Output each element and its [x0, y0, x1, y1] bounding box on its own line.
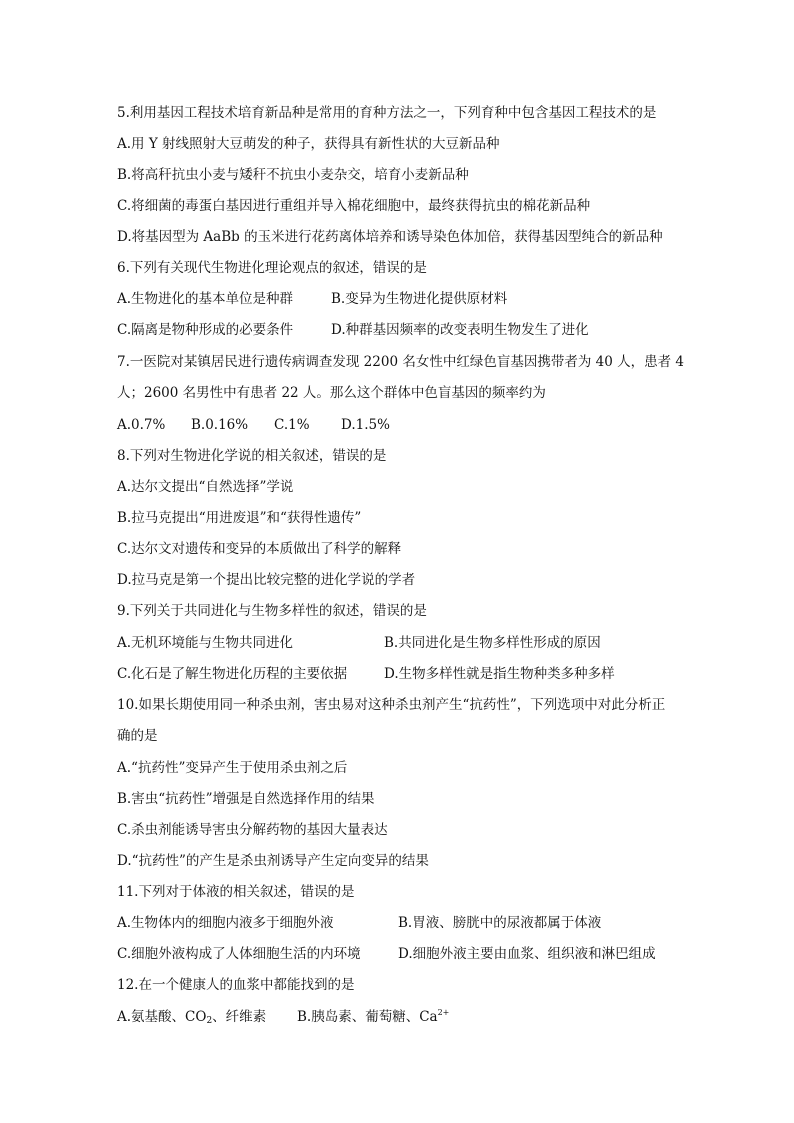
question-10-option-b: B.害虫“抗药性”增强是自然选择作用的结果 — [117, 791, 375, 807]
question-12-option-b-text: B.胰岛素、葡萄糖、Ca — [297, 1009, 438, 1025]
question-11-option-c: C.细胞外液构成了人体细胞生活的内环境 — [117, 946, 361, 962]
question-12-option-a-text-end: 、纤维素 — [212, 1009, 267, 1025]
question-10-stem-line-1: 10.如果长期使用同一种杀虫剂，害虫易对这种杀虫剂产生“抗药性”，下列选项中对此分析正 — [117, 697, 666, 713]
question-7-option-b: B.0.16% — [191, 417, 249, 433]
question-10-option-d: D.“抗药性”的产生是杀虫剂诱导产生定向变异的结果 — [117, 853, 429, 869]
question-12-stem: 12.在一个健康人的血浆中都能找到的是 — [117, 977, 355, 993]
question-6-option-b: B.变异为生物进化提供原材料 — [331, 291, 508, 307]
question-6-option-c: C.隔离是物种形成的必要条件 — [117, 322, 294, 338]
question-8-option-b: B.拉马克提出“用进废退”和“获得性遗传” — [117, 510, 362, 526]
question-12-option-a-subscript: 2 — [206, 1016, 213, 1026]
question-6-stem: 6.下列有关现代生物进化理论观点的叙述，错误的是 — [117, 260, 427, 276]
question-8-stem: 8.下列对生物进化学说的相关叙述，错误的是 — [117, 448, 387, 464]
question-9-option-a: A.无机环境能与生物共同进化 — [117, 635, 294, 651]
question-9-stem: 9.下列关于共同进化与生物多样性的叙述，错误的是 — [117, 603, 427, 619]
question-11-option-b: B.胃液、膀胱中的尿液都属于体液 — [398, 915, 602, 931]
question-5-option-d: D.将基因型为 AaBb 的玉米进行花药离体培养和诱导染色体加倍，获得基因型纯合的新品种 — [117, 229, 663, 245]
question-11-option-d: D.细胞外液主要由血浆、组织液和淋巴组成 — [398, 946, 656, 962]
question-5-stem: 5.利用基因工程技术培育新品种是常用的育种方法之一，下列育种中包含基因工程技术的是 — [117, 105, 657, 121]
question-12-option-b — [297, 1008, 449, 1026]
question-5-option-c: C.将细菌的毒蛋白基因进行重组并导入棉花细胞中，最终获得抗虫的棉花新品种 — [117, 198, 591, 214]
question-7-option-a: A.0.7% — [117, 417, 166, 433]
question-10-option-a: A.“抗药性”变异产生于使用杀虫剂之后 — [117, 760, 348, 776]
question-7-option-c: C.1% — [274, 417, 310, 433]
question-9-option-d: D.生物多样性就是指生物种类多种多样 — [384, 666, 615, 682]
question-7-stem-line-1: 7.一医院对某镇居民进行遗传病调查发现 2200 名女性中红绿色盲基因携带者为 40 人，患者 4 — [117, 354, 684, 370]
question-5-option-b: B.将高秆抗虫小麦与矮秆不抗虫小麦杂交，培育小麦新品种 — [117, 167, 469, 183]
question-8-option-c: C.达尔文对遗传和变异的本质做出了科学的解释 — [117, 541, 402, 557]
question-11-option-a: A.生物体内的细胞内液多于细胞外液 — [117, 915, 334, 931]
question-9-option-c: C.化石是了解生物进化历程的主要依据 — [117, 666, 348, 682]
question-11-stem: 11.下列对于体液的相关叙述，错误的是 — [117, 884, 355, 900]
question-12-option-a — [117, 1008, 266, 1026]
question-6-option-d: D.种群基因频率的改变表明生物发生了进化 — [331, 322, 589, 338]
question-7-stem-line-2: 人；2600 名男性中有患者 22 人。那么这个群体中色盲基因的频率约为 — [117, 385, 546, 401]
question-8-option-a: A.达尔文提出“自然选择”学说 — [117, 479, 294, 495]
question-8-option-d: D.拉马克是第一个提出比较完整的进化学说的学者 — [117, 572, 416, 588]
question-10-stem-line-2: 确的是 — [117, 728, 158, 744]
question-10-option-c: C.杀虫剂能诱导害虫分解药物的基因大量表达 — [117, 822, 388, 838]
question-12-option-b-superscript: 2+ — [437, 1008, 450, 1017]
question-9-option-b: B.共同进化是生物多样性形成的原因 — [384, 635, 601, 651]
question-6-option-a: A.生物进化的基本单位是种群 — [117, 291, 294, 307]
question-7-option-d: D.1.5% — [341, 417, 390, 433]
question-12-option-a-text: A.氨基酸、CO — [117, 1009, 207, 1025]
question-5-option-a: A.用 Y 射线照射大豆萌发的种子，获得具有新性状的大豆新品种 — [117, 136, 500, 152]
